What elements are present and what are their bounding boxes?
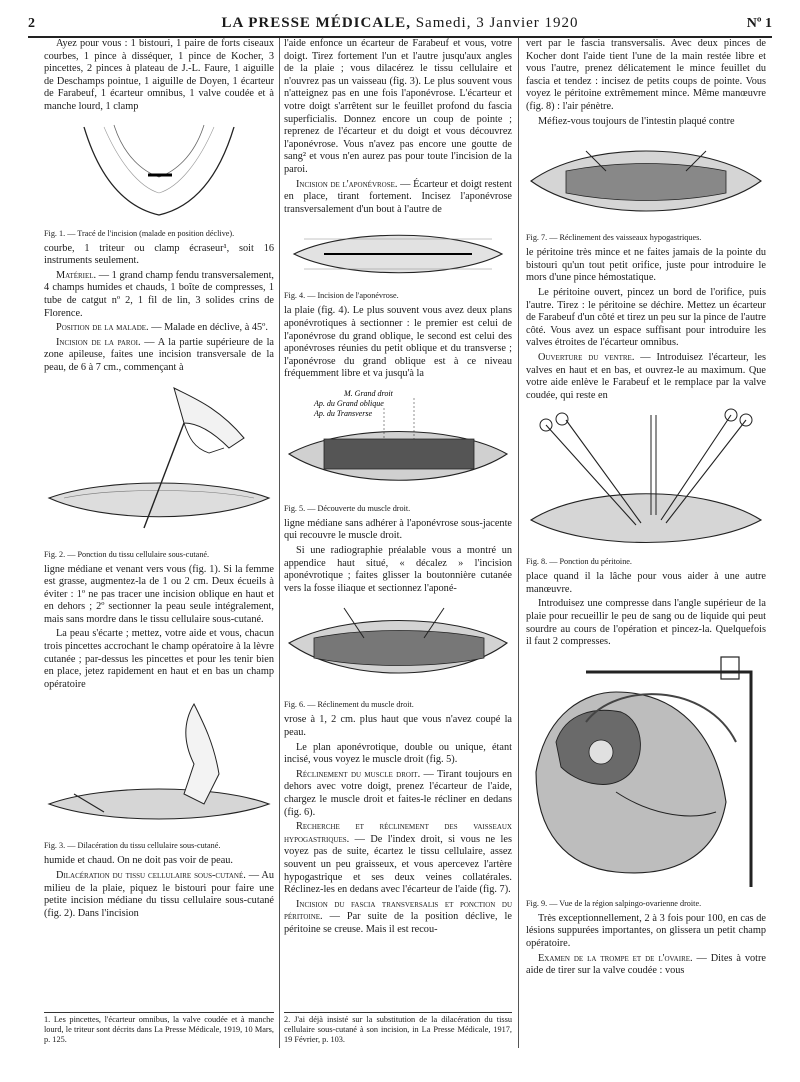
column-divider <box>279 38 280 1048</box>
section-text: — De l'index droit, si vous ne les voyez pas de suite, écartez le tissu cellulaire, assez souvent un peu graisseux, et vous apercevez l'artère hypogastrique et ses deux veines collatérales. Réclinez-les en dedans avec l'écarteur de l'aide (fig. 7). <box>284 833 512 896</box>
figure-7-caption: Fig. 7. — Réclinement des vaisseaux hypogastriques. <box>526 233 702 243</box>
figure-5 <box>284 384 512 514</box>
figure-3-illustration <box>44 694 274 839</box>
paragraph <box>44 322 274 335</box>
column-divider <box>518 38 519 1048</box>
paragraph <box>526 352 766 402</box>
paragraph: Ayez pour vous : 1 bistouri, 1 paire de forts ciseaux courbes, 1 pince à disséquer, 1 pince de Kocher, 3 pincettes, 2 pinces à plateau de J.-L. Faure, 1 aiguille de Deschamps pointue, 1 aiguille de Doyen, 1 écarteur de Farabeuf, 1 écarteur omnibus, 1 valve coudée et à manche lourd, 1 clamp <box>44 38 274 112</box>
section-heading: Incision de la paroi. <box>56 336 141 348</box>
figure-5-illustration <box>284 384 512 502</box>
paragraph: Le péritoine ouvert, pincez un bord de l'orifice, puis l'autre. Tirez : le péritoine se déchire. Mettez un écarteur de Farabeuf d'un côté et tirez un peu sur la pince de l'autre côté. Vous avez un espace suffisant pour introduire les valves étroites de l'écarteur omnibus. <box>526 286 766 349</box>
column-2 <box>284 38 512 939</box>
column-3 <box>526 38 766 980</box>
paragraph: la plaie (fig. 4). Le plus souvent vous avez deux plans aponévrotiques à sectionner : le premier est celui de l'aponévrose du grand oblique, le second est celui des aponévroses réunies du petit oblique et du transverse ; l'aponévrose du grand oblique est à ce niveau fréquemment libre et va jusqu'à la <box>284 305 512 380</box>
figure-9-caption: Fig. 9. — Vue de la région salpingo-ovarienne droite. <box>526 898 702 908</box>
paragraph: La peau s'écarte ; mettez, votre aide et vous, chacun trois pincettes accrochant le champ opératoire à la lèvre cutanée ; par-dessus les pincettes et pour les tenir bien en place, jetez rapidement en haut et en bas un champ opératoire <box>44 628 274 690</box>
section-heading: Examen de la trompe et de l'ovaire. <box>538 952 693 964</box>
section-text: — Au milieu de la plaie, piquez le bistouri pour faire une petite incision médiane du tissu cellulaire sous-cutané (fig. 2). Dans l'incision <box>44 870 274 919</box>
page-number: 2 <box>28 16 35 31</box>
paragraph <box>284 821 512 897</box>
figure-5-caption: Fig. 5. — Découverte du muscle droit. <box>284 503 411 513</box>
paragraph: courbe, 1 triteur ou clamp écraseur¹, soit 16 instruments seulement. <box>44 242 274 267</box>
footnote-1: 1. Les pincettes, l'écarteur omnibus, la valve coudée et à manche lourd, le triteur sont décrits dans La Presse Médicale, 1919, 10 Mars, p. 125. <box>44 1015 274 1044</box>
figure-2-caption: Fig. 2. — Ponction du tissu cellulaire sous-cutané. <box>44 549 210 559</box>
figure-2-illustration <box>44 378 274 548</box>
figure-4 <box>284 219 512 301</box>
figure-3-caption: Fig. 3. — Dilacération du tissu cellulaire sous-cutané. <box>44 841 221 851</box>
section-heading: Matériel. <box>56 269 97 281</box>
section-heading: Position de la malade. <box>56 322 149 334</box>
paragraph: place quand il la lâche pour vous aider à une autre manœuvre. <box>526 571 766 595</box>
section-heading: Recherche et réclinement des vaisseaux hypogastriques. <box>284 821 512 845</box>
issue-date: Samedi, 3 Janvier 1920 <box>415 15 579 31</box>
paragraph: vert par le fascia transversalis. Avec deux pinces de Kocher dont l'aide tient l'une de la main restée libre et vous l'autre, prenez délicatement le mince feuillet du fascia et tendez : incisez de petits coups de pointe. Vous voyez le péritoine extrêmement mince. Même manœuvre (fig. 8) : l'air pénètre. <box>526 38 766 112</box>
figure-7-illustration <box>526 131 766 231</box>
paragraph: l'aide enfonce un écarteur de Farabeuf et vous, votre doigt. Tirez fortement l'un et l'autre jusqu'aux angles de la plaie ; vous dilacérez le tissu cellulaire et n'ouvrez pas un vaisseau (fig. 3). Le plus souvent vous n'atteignez pas en une fois l'aponévrose. L'écarteur et votre doigt s'arrêtent sur le feuillet profond du fascia superficialis. Donnez encore un coup de pointe ; reprenez de l'écarteur et du doigt et vous découvrez l'aponévrose. Vous n'avez pas encore une goutte de sang² et vous n'en aurez pas pour toute l'incision de la paroi. <box>284 38 512 175</box>
figure-1 <box>44 117 274 239</box>
journal-name: LA PRESSE MÉDICALE, <box>221 15 411 31</box>
paragraph: ligne médiane et venant vers vous (fig. 1). Si la femme est grasse, augmentez-la de 1 ou 2 cm. Deux écueils à éviter : 1º ne pas tracer une incision oblique en haut et en dehors ; 2º sectionner la peau seule intégralement, mais sans mordre dans le tissu cellulaire sous-cutané. <box>44 563 274 625</box>
section-text: — A la partie supérieure de la zone apileuse, faites une incision transversale de la peau, de 6 à 7 cm., commençant à <box>44 336 274 373</box>
section-text: — Écarteur et doigt restent en place, tirant fortement. Incisez l'aponévrose transversalement d'un bout à l'autre de <box>284 178 512 215</box>
section-heading: Incision du fascia transversalis et ponction du péritoine. <box>284 898 512 923</box>
section-text: — Par suite de la position déclive, le péritoine se creuse. Mais il est recou- <box>284 911 512 935</box>
section-heading: Réclinement du muscle droit. <box>296 768 421 780</box>
figure-6 <box>284 598 512 710</box>
section-text: — Malade en déclive, à 45º. <box>148 322 268 334</box>
section-heading: Ouverture du ventre. <box>538 351 635 363</box>
paragraph <box>44 270 274 320</box>
paragraph <box>44 337 274 375</box>
paragraph: Le plan aponévrotique, double ou unique, étant incisé, vous voyez le muscle droit (fig. 5). <box>284 741 512 766</box>
paragraph <box>284 899 512 937</box>
figure-3 <box>44 694 274 851</box>
section-text: — Dites à votre aide de tirer sur la valve coudée : vous <box>526 952 766 977</box>
figure-5-label: M. Grand droit <box>344 388 393 398</box>
figure-8-caption: Fig. 8. — Ponction du péritoine. <box>526 557 632 567</box>
column-1 <box>44 38 274 922</box>
section-text: — Tirant toujours en dehors avec votre doigt, prenez l'écarteur de l'aide, chargez le muscle droit et faites-le récliner en dedans (fig. 6). <box>284 768 512 818</box>
paragraph <box>284 769 512 819</box>
figure-9 <box>526 652 766 909</box>
figure-9-illustration <box>526 652 766 897</box>
section-heading: Incision de l'aponévrose. <box>296 178 398 190</box>
figure-8-illustration <box>526 405 766 555</box>
paragraph: le péritoine très mince et ne faites jamais de la pointe du bistouri qu'un tout petit orifice, juste pour introduire le mors d'une pince hémostatique. <box>526 247 766 284</box>
paragraph: Très exceptionnellement, 2 à 3 fois pour 100, en cas de lésions suppurées importantes, on glissera un petit champ opératoire. <box>526 912 766 950</box>
figure-4-caption: Fig. 4. — Incision de l'aponévrose. <box>284 291 399 301</box>
figure-8 <box>526 405 766 567</box>
section-heading: Dilacération du tissu cellulaire sous-cutané. <box>56 870 246 882</box>
figure-4-illustration <box>284 219 512 289</box>
paragraph: vrose à 1, 2 cm. plus haut que vous n'avez coupé la peau. <box>284 714 512 739</box>
footnote-rule <box>284 1012 512 1013</box>
figure-1-caption: Fig. 1. — Tracé de l'incision (malade en position déclive). <box>44 228 235 238</box>
figure-6-caption: Fig. 6. — Réclinement du muscle droit. <box>284 700 414 710</box>
journal-title-line <box>28 15 772 32</box>
paragraph: Méfiez-vous toujours de l'intestin plaqué contre <box>538 115 735 127</box>
footnote-2: 2. J'ai déjà insisté sur la substitution de la dilacération du tissu cellulaire sous-cutané à son incision, in La Presse Médicale, 1917, 19 Février, p. 103. <box>284 1015 512 1044</box>
paragraph <box>526 953 766 978</box>
figure-2 <box>44 378 274 560</box>
paragraph: humide et chaud. On ne doit pas voir de peau. <box>44 855 234 867</box>
figure-6-illustration <box>284 598 512 698</box>
figure-5-label: Ap. du Transverse <box>314 408 372 418</box>
issue-number: Nº 1 <box>746 16 772 31</box>
section-text: — Introduisez l'écarteur, les valves en haut et en bas, et ouvrez-le au maximum. Que votre aide enlève le Farabeuf et le remplace par la valve coudée, qui reste en <box>526 351 766 401</box>
footnote-rule <box>44 1012 274 1013</box>
paragraph: ligne médiane sans adhérer à l'aponévrose sous-jacente qui recouvre le muscle droit. <box>284 517 512 542</box>
paragraph: Si une radiographie préalable vous a montré un appendice haut situé, « décalez » l'incision aponévrotique ; faites glisser la boutonnière cutanée vers la fosse iliaque et sectionnez l'aponé- <box>284 545 512 594</box>
figure-7 <box>526 131 766 243</box>
figure-1-illustration <box>44 117 274 227</box>
paragraph <box>284 179 512 217</box>
paragraph: Introduisez une compresse dans l'angle supérieur de la plaie pour recueillir le peu de sang ou de liquide qui peut sourdre au cours de l'opération et pincez-la. Quelquefois il faut 2 compresses. <box>526 598 766 648</box>
section-text: — 1 grand champ fendu transversalement, 4 champs humides et chauds, 1 boîte de compresses, 1 tube de catgut nº 2, 1 fil de lin, 3 solides crins de Florence. <box>44 269 274 319</box>
paragraph <box>44 870 274 920</box>
figure-5-label: Ap. du Grand oblique <box>314 398 384 408</box>
page-header <box>28 10 772 38</box>
